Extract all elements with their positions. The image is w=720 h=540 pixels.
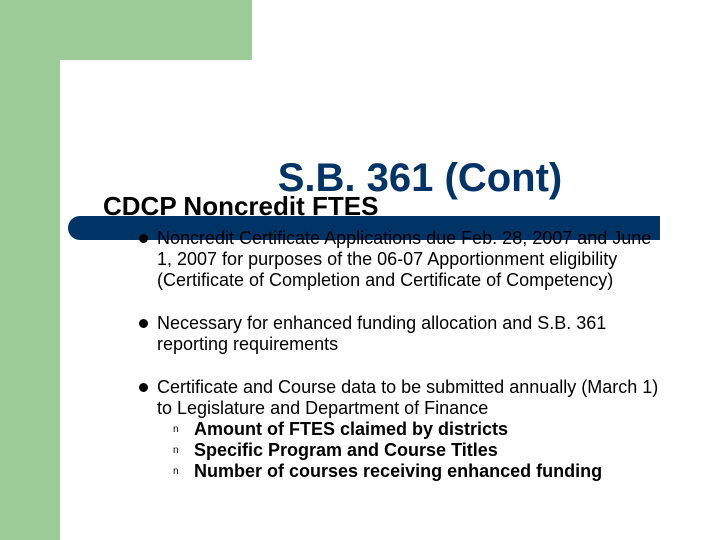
decorative-green-band-left — [0, 0, 60, 540]
bullet-text: Certificate and Course data to be submitted annually (March 1) to Legislature and Department of Finance — [157, 377, 659, 418]
bullet-text: Necessary for enhanced funding allocation and S.B. 361 reporting requirements — [157, 313, 607, 354]
bullet-item-funding — [138, 313, 668, 355]
sub-bullet-item: n Amount of FTES claimed by districts — [173, 419, 668, 440]
slide-title: S.B. 361 (Cont) — [277, 156, 563, 200]
bullet-item-data-submission — [138, 377, 668, 482]
sub-bullet-item: n Number of courses receiving enhanced funding — [173, 461, 668, 482]
sub-bullet-item: n Specific Program and Course Titles — [173, 440, 668, 461]
bullet-text: Noncredit Certificate Applications due Feb. 28, 2007 and June 1, 2007 for purposes of the 06-07 Apportionment eligibility (Certificate of Completion and Certificate of Competency) — [157, 228, 652, 290]
bullet-list — [138, 228, 668, 504]
bullet-item-applications — [138, 228, 668, 291]
sub-bullet-list — [157, 419, 668, 482]
section-heading: CDCP Noncredit FTES — [103, 191, 379, 221]
